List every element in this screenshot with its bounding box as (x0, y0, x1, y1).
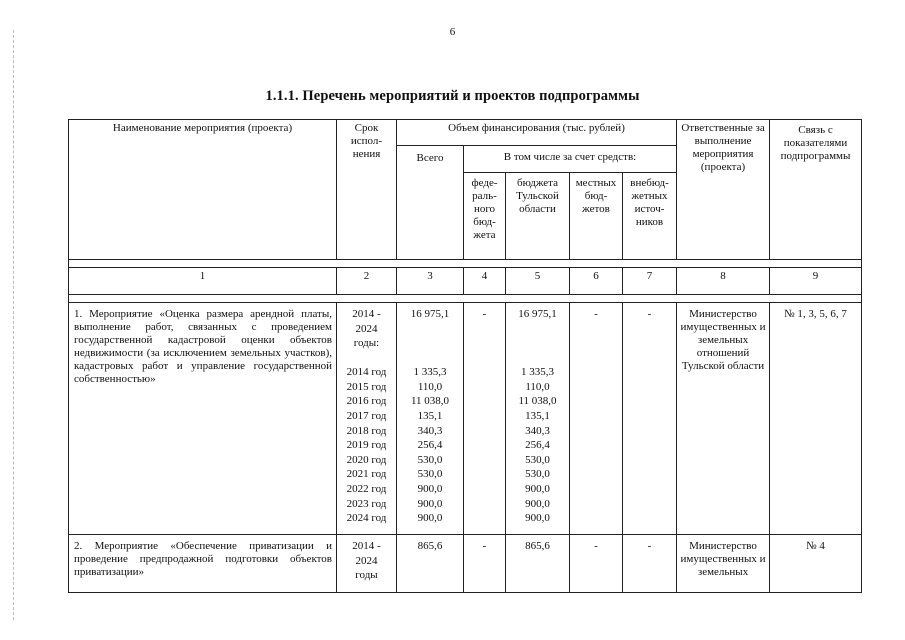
year-total-value: 11 038,0 (410, 395, 450, 408)
year-regional-value: 135,1 (525, 409, 550, 422)
year-total-value: 110,0 (417, 380, 443, 393)
table-row (69, 303, 862, 535)
year-total-value: 530,0 (417, 468, 443, 481)
term-cell (337, 303, 397, 535)
term-line: 2014 - (352, 540, 381, 552)
col-number: 9 (770, 268, 862, 295)
year-regional-value: 11 038,0 (518, 395, 557, 408)
year-total-value: 135,1 (417, 409, 443, 422)
federal-cell: - (464, 303, 506, 535)
local-cell: - (570, 303, 623, 535)
header-link: Связь с показателями подпрограммы (770, 120, 862, 260)
header-term: Срок испол-нения (337, 120, 397, 260)
responsible-cell: Министерство имущественных и земельных (677, 535, 770, 593)
year-regional-value: 1 335,3 (521, 366, 554, 379)
term-line: 2024 (355, 554, 378, 567)
numbers-gap (69, 295, 862, 303)
col-number: 6 (570, 268, 623, 295)
year-total-value: 900,0 (417, 482, 443, 495)
year-total-value: 900,0 (417, 512, 443, 525)
measure-name: 1. Мероприятие «Оценка размера арендной платы, выполнение работ, связанных с проведением государственной кадастровой оценки объектов недвижимости (за исключением земельных участков), кадастровых работ и управление государственной собственностью» (69, 303, 337, 535)
col-number: 3 (397, 268, 464, 295)
header-extra: внебюд-жетных источ-ников (623, 173, 677, 260)
header-row-1 (69, 120, 862, 146)
year-label: 2017 год (346, 409, 387, 422)
header-total: Всего (397, 146, 464, 260)
year-label: 2018 год (346, 424, 387, 437)
year-total-value: 1 335,3 (413, 366, 447, 379)
term-line: 2024 (355, 322, 378, 335)
page-edge-line (13, 30, 14, 620)
header-regional: бюджета Тульской области (506, 173, 570, 260)
year-label: 2019 год (346, 439, 387, 452)
regional-value: 16 975,1 (518, 308, 557, 320)
year-total-value: 530,0 (417, 453, 443, 466)
table-row (69, 535, 862, 593)
year-total-value: 340,3 (417, 424, 443, 437)
link-cell: № 1, 3, 5, 6, 7 (770, 303, 862, 535)
total-value: 16 975,1 (410, 308, 450, 320)
header-responsible: Ответственные за выполнение мероприятия (проекта) (677, 120, 770, 260)
page-number: 6 (449, 26, 456, 38)
year-label: 2014 год (346, 366, 387, 379)
header-name: Наименование мероприятия (проекта) (69, 120, 337, 260)
extra-cell: - (623, 303, 677, 535)
year-regional-value: 900,0 (525, 497, 550, 510)
year-label: 2022 год (346, 482, 387, 495)
year-regional-value: 530,0 (525, 453, 550, 466)
local-cell: - (570, 535, 623, 593)
responsible-cell: Министерство имущественных и земельных отношений Тульской области (677, 303, 770, 535)
extra-cell: - (623, 535, 677, 593)
year-regional-value: 340,3 (525, 424, 550, 437)
term-cell (337, 535, 397, 593)
measure-name: 2. Мероприятие «Обеспечение приватизации и проведение предпродажной подготовки объектов приватизации» (69, 535, 337, 593)
col-number: 8 (677, 268, 770, 295)
term-line: 2014 - (352, 308, 381, 320)
year-regional-value: 900,0 (525, 512, 550, 525)
link-cell: № 4 (770, 535, 862, 593)
col-number: 5 (506, 268, 570, 295)
term-line: годы: (353, 337, 380, 350)
col-number: 4 (464, 268, 506, 295)
year-label: 2015 год (346, 380, 387, 393)
total-cell (397, 303, 464, 535)
col-number: 7 (623, 268, 677, 295)
year-regional-value: 256,4 (525, 439, 550, 452)
year-label: 2021 год (346, 468, 387, 481)
col-number: 2 (337, 268, 397, 295)
year-regional-value: 110,0 (525, 380, 550, 393)
col-number: 1 (69, 268, 337, 295)
federal-cell: - (464, 535, 506, 593)
header-local: местных бюд-жетов (570, 173, 623, 260)
year-total-value: 900,0 (417, 497, 443, 510)
year-label: 2024 год (346, 512, 387, 525)
year-label: 2016 год (346, 395, 387, 408)
year-label: 2020 год (346, 453, 387, 466)
term-line: годы (355, 569, 378, 582)
page-title: 1.1.1. Перечень мероприятий и проектов подпрограммы (265, 88, 640, 104)
year-label: 2023 год (346, 497, 387, 510)
header-gap (69, 260, 862, 268)
year-regional-value: 900,0 (525, 482, 550, 495)
header-including: В том числе за счет средств: (464, 146, 677, 173)
year-total-value: 256,4 (417, 439, 443, 452)
total-cell: 865,6 (397, 535, 464, 593)
regional-cell (506, 303, 570, 535)
column-numbers-row (69, 268, 862, 295)
measures-table (68, 119, 862, 593)
year-regional-value: 530,0 (525, 468, 550, 481)
header-federal: феде-раль-ного бюд-жета (464, 173, 506, 260)
header-financing: Объем финансирования (тыс. рублей) (397, 120, 677, 146)
regional-cell: 865,6 (506, 535, 570, 593)
